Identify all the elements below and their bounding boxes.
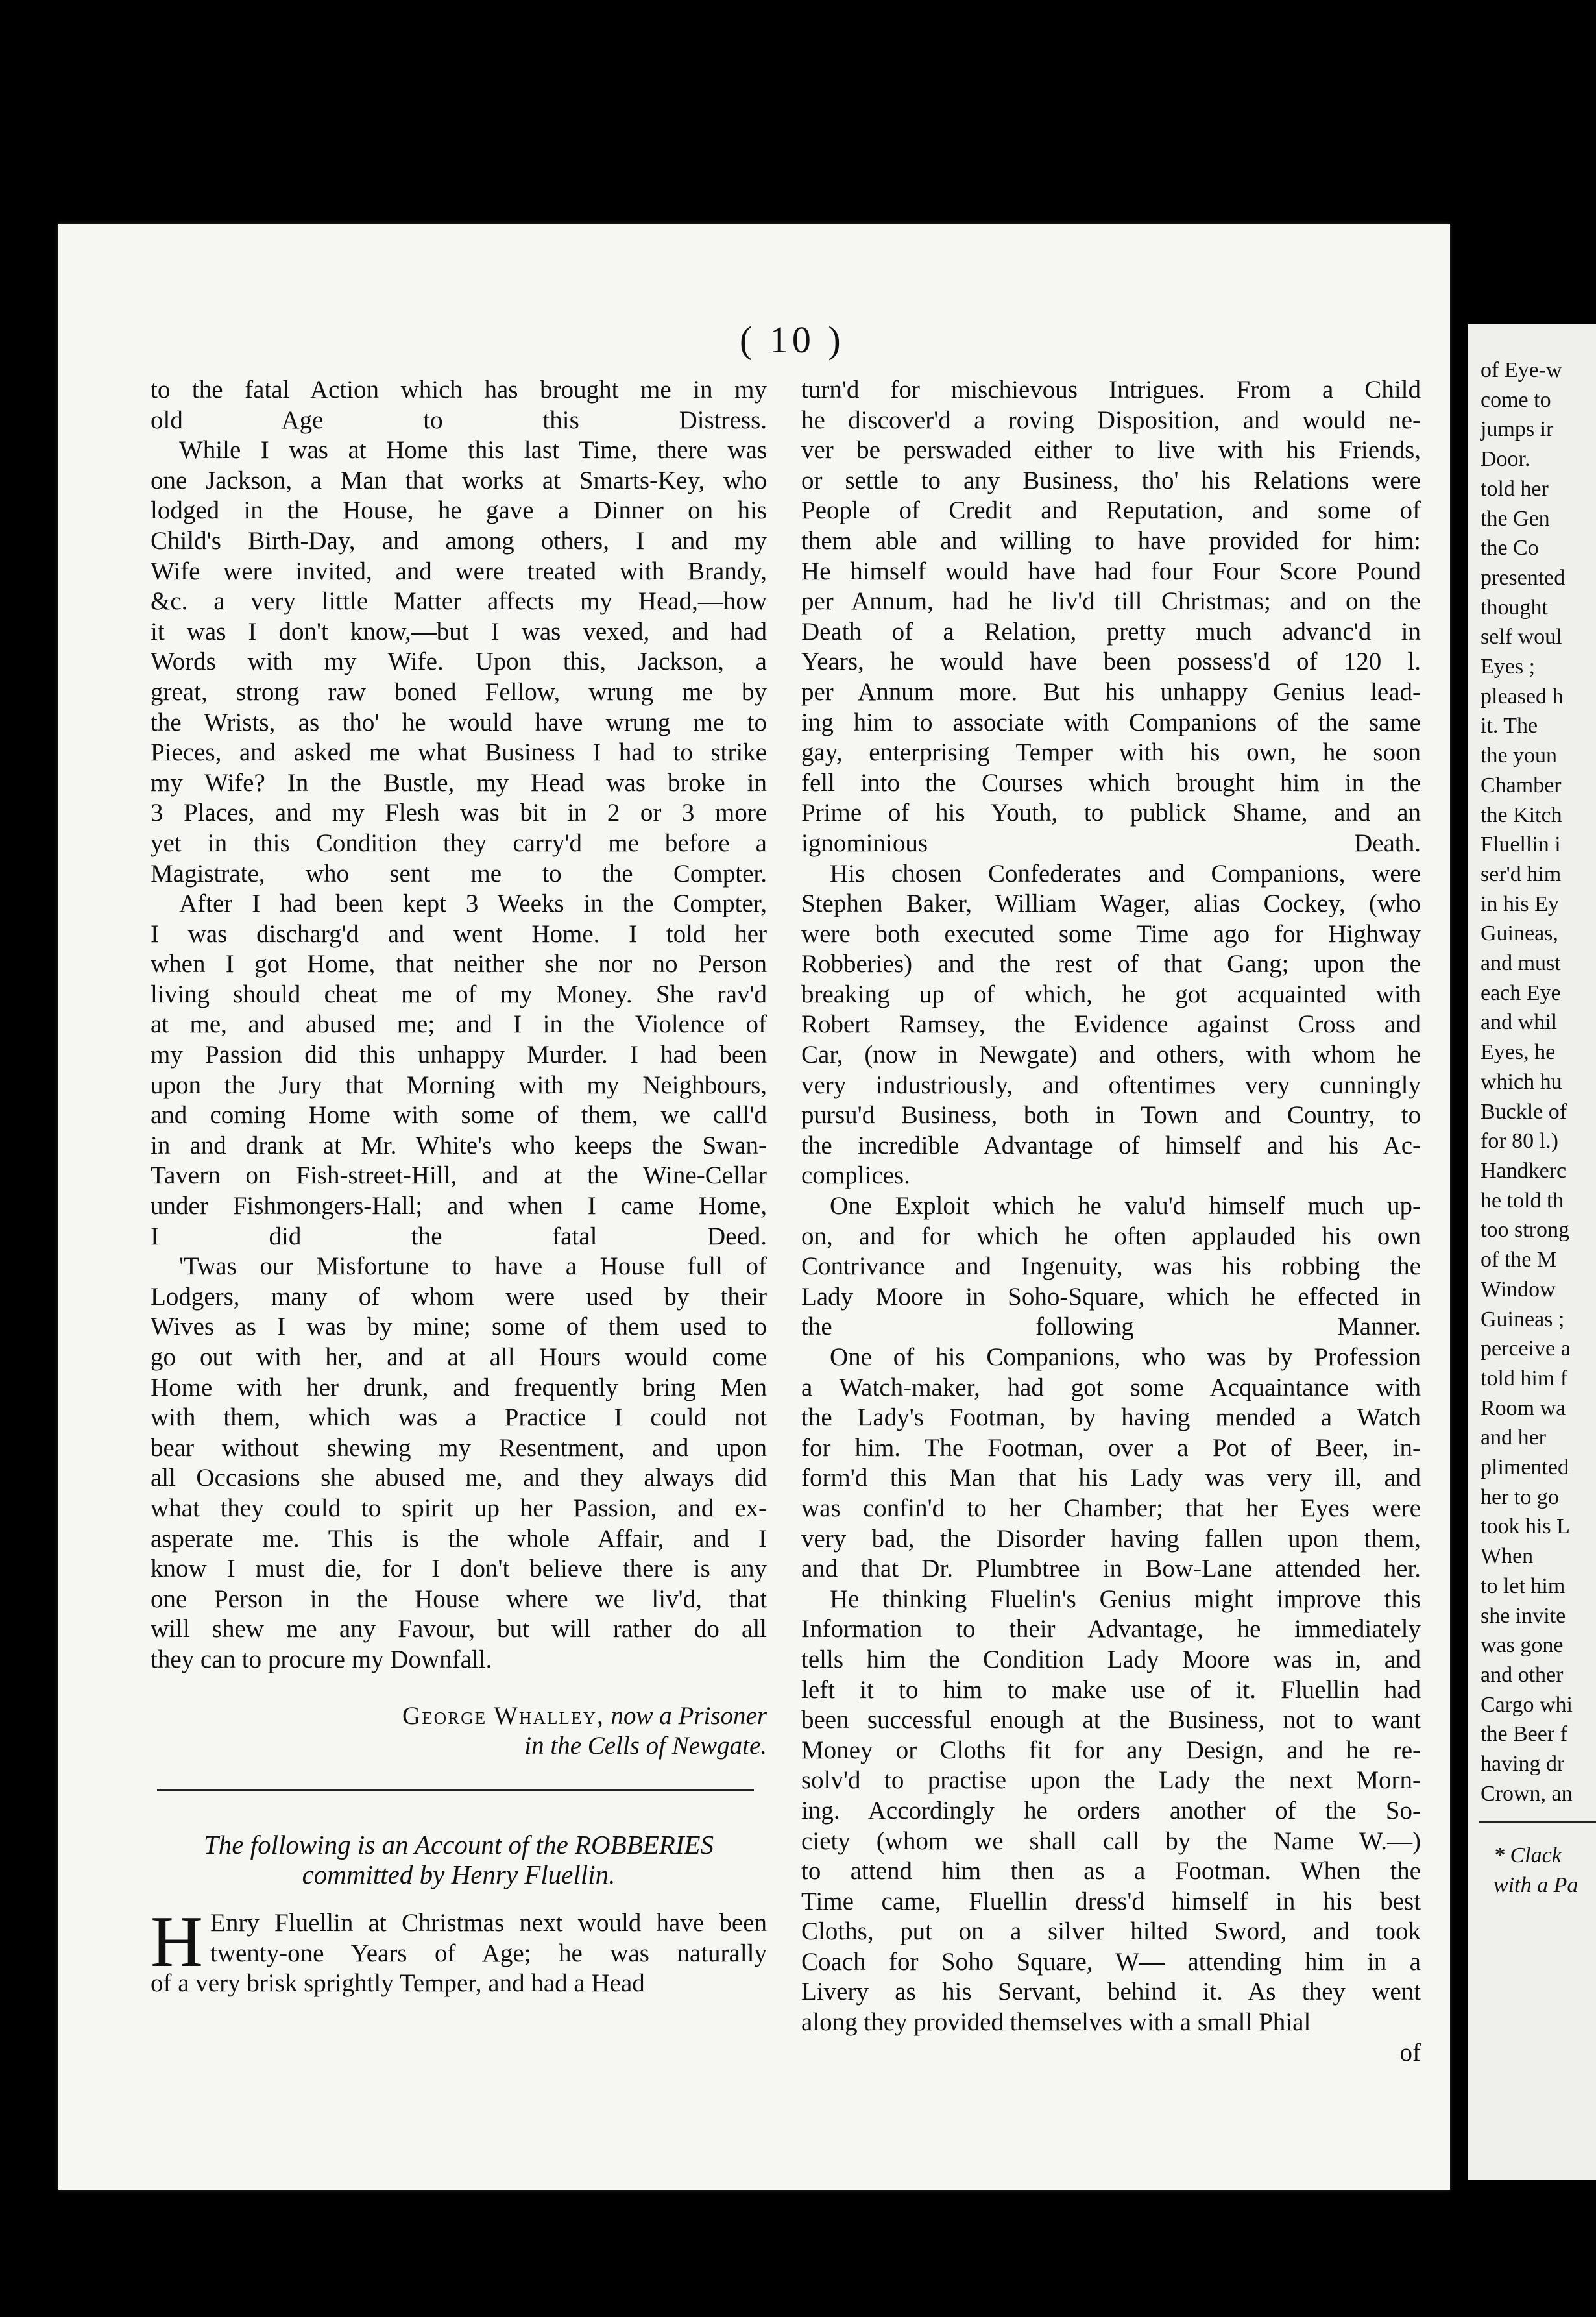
facing-text-line: to let him — [1481, 1573, 1566, 1598]
text-line: gay, enterprising Temper with his own, he soon — [801, 738, 1421, 767]
text-line: Pieces, and asked me what Business I had to strike — [151, 738, 767, 767]
facing-text-line: Handkerc — [1481, 1158, 1567, 1183]
text-line: Words with my Wife. Upon this, Jackson, a — [151, 648, 767, 676]
facing-text-line: Guineas ; — [1481, 1307, 1565, 1331]
facing-text-line: took his L — [1481, 1514, 1570, 1539]
text-line: 'Twas our Misfortune to have a House full of — [179, 1252, 767, 1281]
text-line: very industriously, and oftentimes very cunningly — [801, 1071, 1421, 1099]
text-line: tells him the Condition Lady Moore was in, and — [801, 1645, 1421, 1673]
left-column — [151, 375, 767, 1999]
text-line: and that Dr. Plumbtree in Bow-Lane attended her. — [801, 1555, 1421, 1583]
facing-text-line: the Kitch — [1481, 803, 1562, 827]
text-line: along they provided themselves with a small Phial — [801, 2008, 1311, 2037]
facing-text-line: When — [1481, 1544, 1534, 1569]
text-line: Wives as I was by mine; some of them used to — [151, 1313, 767, 1341]
catchword: of — [1399, 2038, 1421, 2067]
facing-page-rule — [1479, 1821, 1596, 1823]
text-line: People of Credit and Reputation, and some of — [801, 496, 1421, 525]
section-divider-rule — [157, 1789, 754, 1791]
text-line: breaking up of which, he got acquainted with — [801, 980, 1421, 1008]
text-line: them able and willing to have provided for him: — [801, 526, 1421, 555]
text-line: Money or Cloths fit for any Design, and he re- — [801, 1736, 1421, 1764]
signature-location: in the Cells of Newgate. — [524, 1732, 767, 1760]
text-line: were both executed some Time ago for Highway — [801, 919, 1421, 948]
text-line: was confin'd to her Chamber; that her Eyes were — [801, 1494, 1421, 1522]
facing-text-line: the Gen — [1481, 506, 1550, 531]
facing-text-line: Fluellin i — [1481, 832, 1561, 857]
facing-text-line: ser'd him — [1481, 862, 1562, 886]
facing-text-line: Guineas, — [1481, 921, 1558, 946]
text-line: a Watch-maker, had got some Acquaintance with — [801, 1373, 1421, 1401]
facing-text-line: told her — [1481, 476, 1549, 501]
facing-footnote-line: * Clack — [1493, 1843, 1562, 1868]
text-line: Magistrate, who sent me to the Compter. — [151, 859, 767, 888]
text-line: Enry Fluellin at Christmas next would have been — [210, 1908, 767, 1937]
facing-text-line: Crown, an — [1481, 1781, 1573, 1806]
text-line: one Jackson, a Man that works at Smarts-Key, who — [151, 466, 767, 494]
facing-text-line: plimented — [1481, 1455, 1569, 1480]
section-heading-line-1: The following is an Account of the ROBBERIES — [203, 1829, 714, 1860]
signature-role: now a Prisoner — [611, 1701, 767, 1730]
text-line: what they could to spirit up her Passion, and ex- — [151, 1494, 767, 1522]
text-line: at me, and abused me; and I in the Violence of — [151, 1010, 767, 1039]
text-line: fell into the Courses which brought him in the — [801, 768, 1421, 797]
text-line: asperate me. This is the whole Affair, and I — [151, 1524, 767, 1553]
text-line: and coming Home with some of them, we call'd — [151, 1101, 767, 1130]
text-line: Years, he would have been possess'd of 120 l. — [801, 648, 1421, 676]
text-line: left it to him to make use of it. Fluellin had — [801, 1675, 1421, 1704]
text-line: bear without shewing my Resentment, and upon — [151, 1433, 767, 1462]
text-line: While I was at Home this last Time, there was — [179, 436, 767, 465]
facing-text-line: Room wa — [1481, 1396, 1566, 1420]
book-page-right-facing — [1468, 324, 1596, 2180]
facing-text-line: pleased h — [1481, 684, 1564, 709]
text-line: Robert Ramsey, the Evidence against Cross and — [801, 1010, 1421, 1039]
text-line: to the fatal Action which has brought me in my — [151, 376, 767, 404]
text-line: great, strong raw boned Fellow, wrung me by — [151, 677, 767, 706]
facing-text-line: the Co — [1481, 536, 1539, 561]
text-line: Livery as his Servant, behind it. As they went — [801, 1978, 1421, 2006]
text-line: it was I don't know,—but I was vexed, and had — [151, 617, 767, 646]
text-line: After I had been kept 3 Weeks in the Compter, — [179, 890, 767, 918]
text-line: ciety (whom we shall call by the Name W.—) — [801, 1826, 1421, 1855]
text-line: He himself would have had four Four Score Pound — [801, 557, 1421, 585]
facing-text-line: and whil — [1481, 1010, 1558, 1035]
text-line: turn'd for mischievous Intrigues. From a Child — [801, 376, 1421, 404]
text-line: I did the fatal Deed. — [151, 1222, 767, 1250]
confession-text — [151, 375, 767, 1675]
text-line: His chosen Confederates and Companions, were — [830, 859, 1421, 888]
text-line: Car, (now in Newgate) and others, with whom he — [801, 1041, 1421, 1069]
text-line: solv'd to practise upon the Lady the next Morn- — [801, 1766, 1421, 1795]
text-line: per Annum more. But his unhappy Genius lead- — [801, 677, 1421, 706]
account-text-continued — [801, 375, 1421, 2038]
facing-text-line: told him f — [1481, 1366, 1568, 1390]
account-text — [151, 1901, 767, 1999]
facing-text-line: Door. — [1481, 447, 1530, 472]
text-line: all Occasions she abused me, and they always did — [151, 1464, 767, 1492]
text-line: Home with her drunk, and frequently bring Men — [151, 1373, 767, 1401]
text-line: with them, which was a Practice I could not — [151, 1403, 767, 1432]
facing-text-line: self woul — [1481, 625, 1562, 649]
text-line: form'd this Man that his Lady was very ill, and — [801, 1464, 1421, 1492]
facing-text-line: presented — [1481, 565, 1566, 590]
text-line: complices. — [801, 1161, 910, 1190]
facing-text-line: each Eye — [1481, 980, 1561, 1005]
signature-line-2 — [151, 1731, 767, 1762]
text-line: they can to procure my Downfall. — [151, 1645, 492, 1673]
text-line: He thinking Fluelin's Genius might improve this — [830, 1584, 1421, 1613]
text-line: Information to their Advantage, he immediately — [801, 1615, 1421, 1644]
text-line: Death of a Relation, pretty much advanc'd in — [801, 617, 1421, 646]
text-line: Child's Birth-Day, and among others, I and my — [151, 526, 767, 555]
signature-name: George Whalley, — [402, 1701, 605, 1730]
text-line: the Lady's Footman, by having mended a Watch — [801, 1403, 1421, 1432]
text-line: for him. The Footman, over a Pot of Beer, in- — [801, 1433, 1421, 1462]
facing-text-line: and must — [1481, 951, 1561, 976]
facing-text-line: Eyes, he — [1481, 1040, 1556, 1065]
text-line: Cloths, put on a silver hilted Sword, and took — [801, 1917, 1421, 1946]
facing-text-line: too strong — [1481, 1218, 1569, 1243]
facing-text-line: in his Ey — [1481, 892, 1559, 916]
text-line: &c. a very little Matter affects my Head,—how — [151, 587, 767, 616]
text-line: lodged in the House, he gave a Dinner on his — [151, 496, 767, 525]
text-line: pursu'd Business, both in Town and Country, to — [801, 1101, 1421, 1130]
facing-text-line: having dr — [1481, 1752, 1565, 1777]
text-line: know I must die, for I don't believe there is any — [151, 1555, 767, 1583]
facing-text-line: was gone — [1481, 1633, 1564, 1658]
text-line: my Wife? In the Bustle, my Head was broke in — [151, 768, 767, 797]
text-line: Coach for Soho Square, W— attending him in a — [801, 1947, 1421, 1976]
text-line: or settle to any Business, tho' his Relations were — [801, 466, 1421, 494]
text-line: 3 Places, and my Flesh was bit in 2 or 3 more — [151, 799, 767, 827]
text-line: I was discharg'd and went Home. I told her — [151, 919, 767, 948]
facing-text-line: Buckle of — [1481, 1099, 1567, 1124]
text-line: Wife were invited, and were treated with Brandy, — [151, 557, 767, 585]
facing-text-line: for 80 l.) — [1481, 1129, 1558, 1154]
text-line: twenty-one Years of Age; he was naturally — [210, 1939, 767, 1967]
text-line: the incredible Advantage of himself and his Ac- — [801, 1131, 1421, 1159]
text-line: Stephen Baker, William Wager, alias Cockey, (who — [801, 890, 1421, 918]
text-line: ignominious Death. — [801, 829, 1421, 857]
facing-text-line: thought — [1481, 595, 1548, 620]
signature-line-1 — [151, 1701, 767, 1732]
facing-text-line: Eyes ; — [1481, 655, 1536, 679]
facing-text-line: it. The — [1481, 714, 1538, 738]
text-line: been successful enough at the Business, not to want — [801, 1706, 1421, 1734]
text-line: my Passion did this unhappy Murder. I had been — [151, 1041, 767, 1069]
facing-text-line: the youn — [1481, 744, 1558, 768]
text-line: upon the Jury that Morning with my Neighbours, — [151, 1071, 767, 1099]
facing-text-line: Cargo whi — [1481, 1692, 1573, 1717]
text-line: of a very brisk sprightly Temper, and had a Head — [151, 1969, 645, 1998]
facing-footnote-line: with a Pa — [1493, 1873, 1578, 1898]
text-line: very bad, the Disorder having fallen upon them, — [801, 1524, 1421, 1553]
text-line: when I got Home, that neither she nor no Person — [151, 950, 767, 978]
facing-text-line: Window — [1481, 1277, 1556, 1302]
text-line: Time came, Fluellin dress'd himself in his best — [801, 1887, 1421, 1915]
text-line: Lady Moore in Soho-Square, which he effected in — [801, 1282, 1421, 1311]
right-column — [801, 375, 1421, 2068]
text-line: to attend him then as a Footman. When the — [801, 1857, 1421, 1886]
text-line: One of his Companions, who was by Profession — [830, 1343, 1421, 1371]
facing-text-line: and other — [1481, 1662, 1564, 1687]
text-line: per Annum, had he liv'd till Christmas; and on the — [801, 587, 1421, 616]
text-line: old Age to this Distress. — [151, 406, 767, 434]
account-opening — [151, 1901, 767, 1999]
facing-text-line: Chamber — [1481, 773, 1562, 797]
text-line: Contrivance and Ingenuity, was his robbing the — [801, 1252, 1421, 1281]
text-line: yet in this Condition they carry'd me before a — [151, 829, 767, 857]
text-line: living should cheat me of my Money. She rav'd — [151, 980, 767, 1008]
facing-text-line: jumps ir — [1481, 417, 1554, 442]
text-line: he discover'd a roving Disposition, and would ne- — [801, 406, 1421, 434]
text-line: Tavern on Fish-street-Hill, and at the Wine-Cellar — [151, 1161, 767, 1190]
text-line: in and drank at Mr. White's who keeps the Swan- — [151, 1131, 767, 1159]
facing-text-line: come to — [1481, 387, 1551, 412]
facing-text-line: the Beer f — [1481, 1722, 1568, 1747]
text-line: go out with her, and at all Hours would come — [151, 1343, 767, 1371]
drop-cap-letter: H — [151, 1901, 203, 1982]
facing-text-line: of Eye-w — [1481, 358, 1562, 382]
text-line: Prime of his Youth, to publick Shame, and an — [801, 799, 1421, 827]
text-line: Lodgers, many of whom were used by their — [151, 1282, 767, 1311]
text-line: under Fishmongers-Hall; and when I came Home, — [151, 1192, 767, 1220]
text-line: One Exploit which he valu'd himself much up- — [830, 1192, 1421, 1220]
text-line: ing him to associate with Companions of the same — [801, 708, 1421, 736]
text-line: will shew me any Favour, but will rather do all — [151, 1615, 767, 1644]
text-line: one Person in the House where we liv'd, that — [151, 1584, 767, 1613]
section-heading-line-2: committed by Henry Fluellin. — [302, 1860, 616, 1890]
facing-text-line: which hu — [1481, 1069, 1562, 1094]
facing-page-text — [1468, 356, 1596, 1808]
facing-text-line: he told th — [1481, 1188, 1564, 1213]
page-number: ( 10 ) — [740, 319, 845, 361]
text-line: Robberies) and the rest of that Gang; upon the — [801, 950, 1421, 978]
facing-text-line: and her — [1481, 1425, 1547, 1450]
text-line: ing. Accordingly he orders another of the So- — [801, 1796, 1421, 1825]
text-line: ver be perswaded either to live with his Friends, — [801, 436, 1421, 465]
facing-text-line: of the M — [1481, 1248, 1557, 1272]
text-line: the Wrists, as tho' he would have wrung me to — [151, 708, 767, 736]
facing-text-line: her to go — [1481, 1485, 1559, 1509]
facing-text-line: perceive a — [1481, 1337, 1571, 1361]
text-line: the following Manner. — [801, 1313, 1421, 1341]
text-line: on, and for which he often applauded his own — [801, 1222, 1421, 1250]
facing-text-line: she invite — [1481, 1603, 1566, 1628]
